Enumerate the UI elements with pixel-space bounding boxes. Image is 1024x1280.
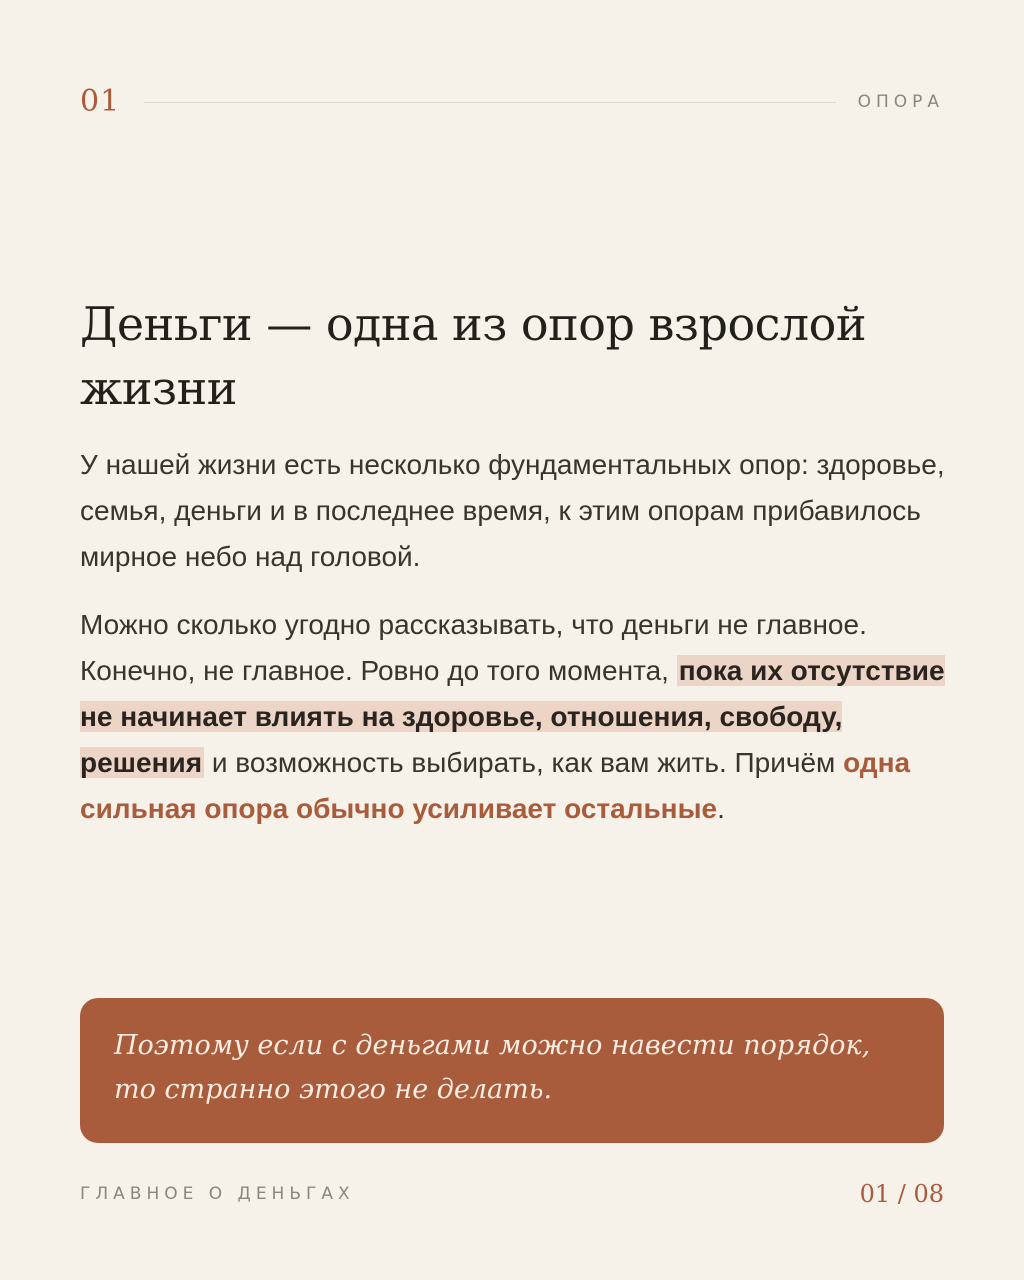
slide-header: [80, 80, 944, 124]
body-text: [80, 442, 960, 854]
page-counter: 01 / 08: [859, 1180, 944, 1208]
quote-box: [80, 998, 944, 1143]
header-divider: [144, 102, 835, 103]
slide-number: 01: [80, 84, 121, 119]
paragraph-2-text-middle: и возможность выбирать, как вам жить. Причём: [204, 747, 844, 778]
quote-text: Поэтому если с деньгами можно навести порядок, то странно этого не делать.: [114, 1030, 871, 1105]
paragraph-2-text-end: .: [717, 793, 725, 824]
paragraph-2: [80, 602, 960, 832]
section-label: ОПОРА: [857, 92, 944, 112]
accent-phrase: одна сильная опора обычно усиливает остальные: [80, 747, 911, 824]
slide-title: Деньги — одна из опор взрослой жизни: [80, 297, 867, 415]
paragraph-1: У нашей жизни есть несколько фундаментальных опор: здоровье, семья, деньги и в последнее время, к этим опорам прибавилось мирное небо над головой.: [80, 449, 945, 572]
slide-footer: [80, 1176, 944, 1212]
highlighted-phrase: пока их отсутствие не начинает влиять на здоровье, отношения, свободу, решения: [80, 655, 945, 778]
series-label: ГЛАВНОЕ О ДЕНЬГАХ: [80, 1184, 355, 1204]
paragraph-2-text-before: Можно сколько угодно рассказывать, что деньги не главное. Конечно, не главное. Ровно до того момента,: [80, 609, 867, 686]
